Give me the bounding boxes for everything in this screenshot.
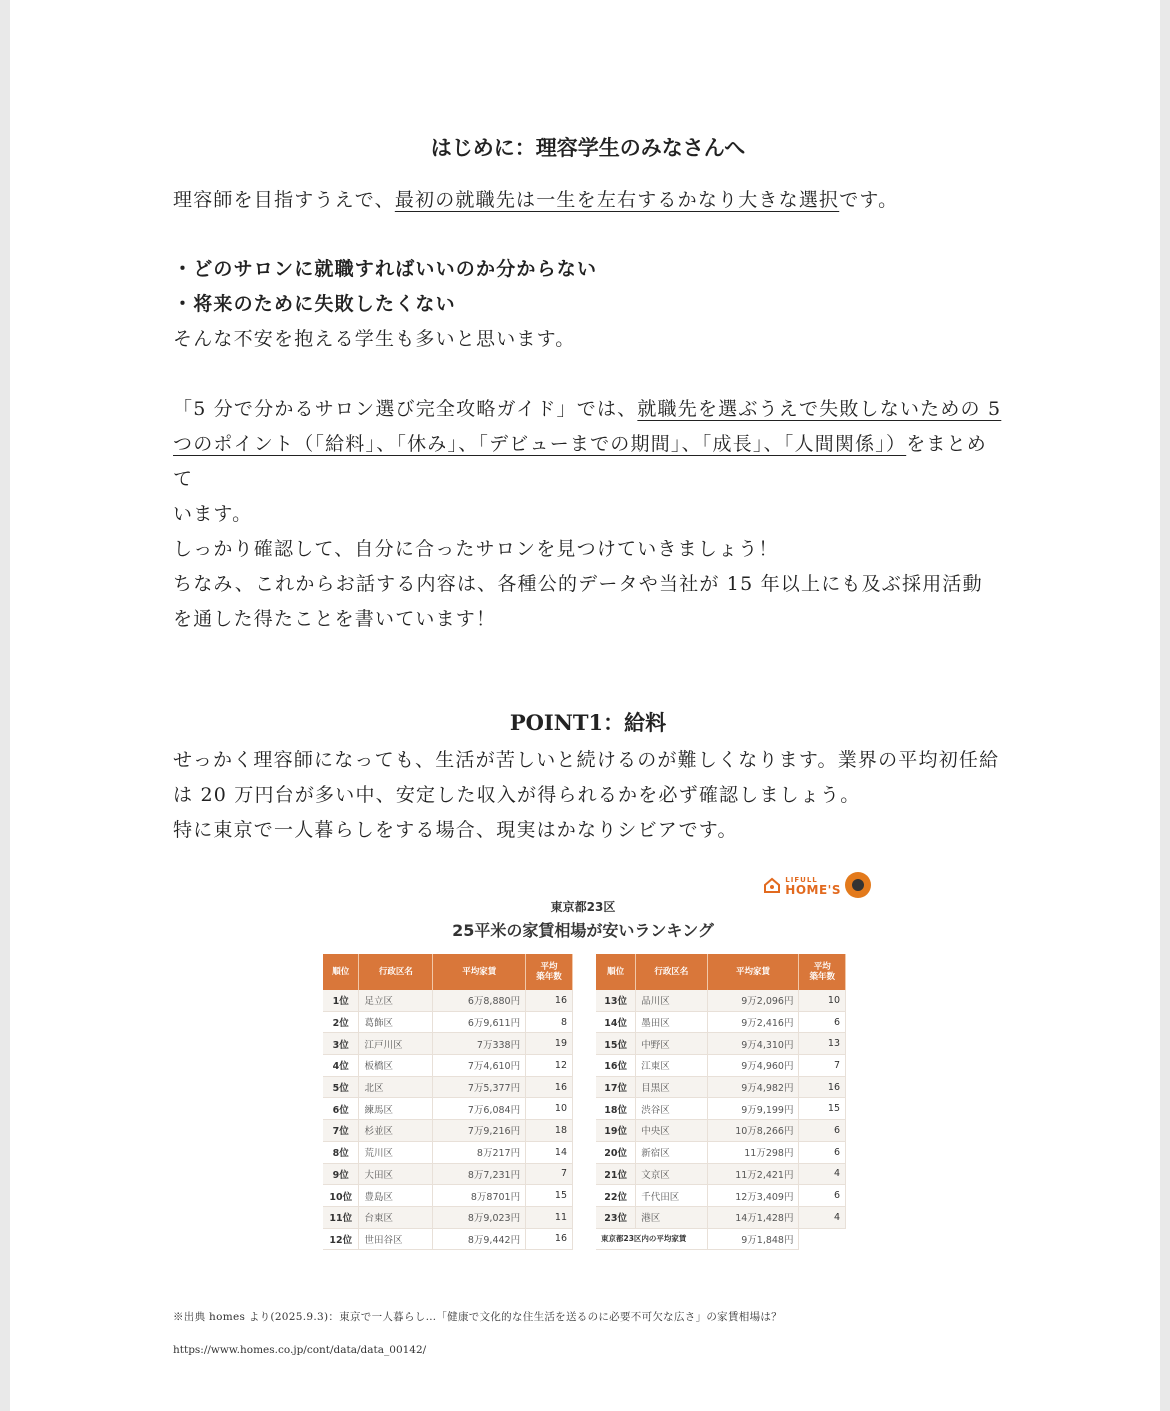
rank-cell: 21位: [596, 1163, 636, 1185]
rank-cell: 2位: [323, 1011, 359, 1033]
table-row: [596, 1011, 846, 1033]
rank-cell: 17位: [596, 1076, 636, 1098]
infographic-title: 25平米の家賃相場が安いランキング: [452, 921, 714, 940]
rent-cell: 9万2,096円: [707, 990, 799, 1011]
average-label: 東京都23区内の平均家賃: [596, 1228, 707, 1250]
rent-cell: 9万4,982円: [707, 1076, 799, 1098]
rent-cell: 9万4,960円: [707, 1055, 799, 1077]
table-row: [596, 1206, 846, 1228]
ward-cell: 江戸川区: [359, 1033, 433, 1055]
age-cell: 6: [799, 1011, 846, 1033]
ranking-table-left: 順位 行政区名 平均家賃 平均 築年数 1位 足立区 6万8,880円 16 2位 葛飾区 6万9,611円 8 3位 江戸川区 7万338円 19 4位 板橋区 7万4,610円 12 5位 北区 7万5,377円 16 6位 練馬区 7万6,084円 10 7位 杉並区 7万9,216円 18 8位 荒川区 8万217円 14 9位 大田区 8万7,231円 7 10位 豊島区 8万8701円 15 11位 台東区 8万9,023円 11 12位 世田谷区 8万9,442円 16: [323, 954, 573, 1250]
table-row: [596, 1185, 846, 1207]
ward-cell: 大田区: [359, 1163, 433, 1185]
age-cell: 16: [799, 1076, 846, 1098]
age-cell: 4: [799, 1163, 846, 1185]
guide-line-a: 「5 分で分かるサロン選び完全攻略ガイド」では、就職先を選ぶうえで失敗しないための 5: [173, 398, 1002, 420]
rank-cell: 4位: [323, 1055, 359, 1077]
bullet-2: ・将来のために失敗したくない: [173, 293, 456, 315]
age-cell: 11: [526, 1206, 573, 1228]
rent-cell: 9万9,199円: [707, 1098, 799, 1120]
rank-cell: 13位: [596, 990, 636, 1011]
table-row: [596, 1163, 846, 1185]
source-footnote: ※出典 homes より(2025.9.3)：東京で一人暮らし…「健康で文化的な住生活を送るのに必要不可欠な広さ」の家賃相場は？: [173, 1311, 782, 1323]
rank-cell: 14位: [596, 1011, 636, 1033]
table-row: [596, 1055, 846, 1077]
rank-cell: 3位: [323, 1033, 359, 1055]
intro-line2: そんな不安を抱える学生も多いと思います。: [173, 328, 576, 350]
ward-cell: 中野区: [636, 1033, 707, 1055]
table-row: [323, 990, 573, 1011]
age-cell: 16: [526, 990, 573, 1011]
age-cell: 7: [526, 1163, 573, 1185]
age-cell: 16: [526, 1076, 573, 1098]
rank-cell: 8位: [323, 1141, 359, 1163]
rent-cell: 8万8701円: [433, 1185, 526, 1207]
rent-cell: 7万4,610円: [433, 1055, 526, 1077]
bullet-1: ・どのサロンに就職すればいいのか分からない: [173, 258, 598, 280]
ward-cell: 板橋区: [359, 1055, 433, 1077]
rank-cell: 5位: [323, 1076, 359, 1098]
rent-cell: 12万3,409円: [707, 1185, 799, 1207]
ward-cell: 港区: [636, 1206, 707, 1228]
table-row: [323, 1228, 573, 1250]
rank-cell: 18位: [596, 1098, 636, 1120]
rank-cell: 20位: [596, 1141, 636, 1163]
infographic-subtitle: 東京都23区: [550, 900, 616, 914]
age-cell: 6: [799, 1185, 846, 1207]
age-cell: 16: [526, 1228, 573, 1250]
source-url: https://www.homes.co.jp/cont/data/data_00142/: [173, 1344, 427, 1356]
table-row: [596, 1076, 846, 1098]
table-row: [596, 990, 846, 1011]
ward-cell: 渋谷区: [636, 1098, 707, 1120]
age-cell: 12: [526, 1055, 573, 1077]
rent-cell: 8万9,023円: [433, 1206, 526, 1228]
rent-cell: 10万8,266円: [707, 1120, 799, 1142]
intro-line1: 理容師を目指すうえで、最初の就職先は一生を左右するかなり大きな選択です。: [173, 189, 899, 211]
table-row: [323, 1098, 573, 1120]
intro-heading: はじめに：理容学生のみなさんへ: [430, 135, 746, 160]
table-row: [323, 1206, 573, 1228]
rank-cell: 23位: [596, 1206, 636, 1228]
rent-cell: 8万217円: [433, 1141, 526, 1163]
rent-cell: 7万9,216円: [433, 1120, 526, 1142]
rent-cell: 9万2,416円: [707, 1011, 799, 1033]
rent-cell: 7万5,377円: [433, 1076, 526, 1098]
age-cell: 6: [799, 1141, 846, 1163]
intro-line3: しっかり確認して、自分に合ったサロンを見つけていきましょう！: [173, 538, 779, 560]
ward-cell: 荒川区: [359, 1141, 433, 1163]
age-cell: 13: [799, 1033, 846, 1055]
intro-line4b: を通した得たことを書いています！: [173, 608, 497, 630]
guide-line-b: つのポイント（「給料」、「休み」、「デビューまでの期間」、「成長」、「人間関係」）をまとめて: [173, 433, 988, 490]
point1-heading: POINT1：給料: [509, 710, 667, 735]
age-cell: 7: [799, 1055, 846, 1077]
rent-cell: 11万298円: [707, 1141, 799, 1163]
rank-cell: 7位: [323, 1120, 359, 1142]
ward-cell: 練馬区: [359, 1098, 433, 1120]
ward-cell: 品川区: [636, 990, 707, 1011]
ward-cell: 墨田区: [636, 1011, 707, 1033]
age-cell: 8: [526, 1011, 573, 1033]
document-body: [173, 128, 1003, 848]
table-row: [323, 1033, 573, 1055]
point1-line2: は 20 万円台が多い中、安定した収入が得られるかを必ず確認しましょう。: [173, 784, 861, 806]
intro-line4a: ちなみ、これからお話する内容は、各種公的データや当社が 15 年以上にも及ぶ採用活動: [173, 573, 983, 595]
rent-cell: 8万9,442円: [433, 1228, 526, 1250]
lifull-homes-logo: LIFULL HOME'S: [763, 872, 871, 898]
table-row: [323, 1055, 573, 1077]
table-row: [323, 1011, 573, 1033]
table-row: [323, 1120, 573, 1142]
rank-cell: 6位: [323, 1098, 359, 1120]
table-row: [596, 1141, 846, 1163]
age-cell: 10: [799, 990, 846, 1011]
table-row: [323, 1185, 573, 1207]
mascot-icon: [845, 872, 871, 898]
rent-cell: 14万1,428円: [707, 1206, 799, 1228]
age-cell: 6: [799, 1120, 846, 1142]
ward-cell: 江東区: [636, 1055, 707, 1077]
rent-ranking-infographic: [313, 868, 875, 1248]
table-row: [323, 1076, 573, 1098]
age-cell: 18: [526, 1120, 573, 1142]
rank-cell: 10位: [323, 1185, 359, 1207]
ward-cell: 目黒区: [636, 1076, 707, 1098]
table-row: [596, 1120, 846, 1142]
point1-line3: 特に東京で一人暮らしをする場合、現実はかなりシビアです。: [173, 819, 738, 841]
rent-cell: 11万2,421円: [707, 1163, 799, 1185]
rank-cell: 1位: [323, 990, 359, 1011]
rank-cell: 12位: [323, 1228, 359, 1250]
rank-cell: 9位: [323, 1163, 359, 1185]
age-cell: 4: [799, 1206, 846, 1228]
age-cell: 14: [526, 1141, 573, 1163]
ward-cell: 中央区: [636, 1120, 707, 1142]
rent-cell: 7万338円: [433, 1033, 526, 1055]
ranking-table-right: 順位 行政区名 平均家賃 平均 築年数 13位 品川区 9万2,096円 10 14位 墨田区 9万2,416円 6 15位 中野区 9万4,310円 13 16位 江東区 9万4,960円 7 17位 目黒区 9万4,982円 16 18位 渋谷区 9万9,199円 15 19位 中央区 10万8,266円 6 20位 新宿区 11万298円 6 21位 文京区 11万2,421円 4 22位 千代田区 12万3,409円 6 23位 港区 14万1,428円 4 東京都23区内の平均家賃 9万1,848円: [596, 954, 846, 1250]
age-cell: 19: [526, 1033, 573, 1055]
average-row: [596, 1228, 846, 1250]
ward-cell: 世田谷区: [359, 1228, 433, 1250]
ward-cell: 足立区: [359, 990, 433, 1011]
rank-cell: 16位: [596, 1055, 636, 1077]
rank-cell: 11位: [323, 1206, 359, 1228]
table-row: [323, 1163, 573, 1185]
table-row: [323, 1141, 573, 1163]
rent-cell: 7万6,084円: [433, 1098, 526, 1120]
rank-cell: 15位: [596, 1033, 636, 1055]
ward-cell: 台東区: [359, 1206, 433, 1228]
ward-cell: 杉並区: [359, 1120, 433, 1142]
ward-cell: 豊島区: [359, 1185, 433, 1207]
rent-cell: 6万8,880円: [433, 990, 526, 1011]
table-row: [596, 1033, 846, 1055]
rank-cell: 22位: [596, 1185, 636, 1207]
rent-cell: 6万9,611円: [433, 1011, 526, 1033]
age-cell: 10: [526, 1098, 573, 1120]
rank-cell: 19位: [596, 1120, 636, 1142]
ward-cell: 千代田区: [636, 1185, 707, 1207]
ward-cell: 新宿区: [636, 1141, 707, 1163]
age-cell: 15: [799, 1098, 846, 1120]
point1-line1: せっかく理容師になっても、生活が苦しいと続けるのが難しくなります。業界の平均初任給: [173, 749, 1000, 771]
house-icon: [763, 876, 781, 894]
average-value: 9万1,848円: [707, 1228, 799, 1250]
ward-cell: 葛飾区: [359, 1011, 433, 1033]
intro-line1-underline: 最初の就職先は一生を左右するかなり大きな選択: [394, 189, 840, 211]
rent-cell: 9万4,310円: [707, 1033, 799, 1055]
age-cell: 15: [526, 1185, 573, 1207]
ward-cell: 文京区: [636, 1163, 707, 1185]
ward-cell: 北区: [359, 1076, 433, 1098]
guide-line-c: います。: [173, 503, 253, 525]
table-row: [596, 1098, 846, 1120]
rent-cell: 8万7,231円: [433, 1163, 526, 1185]
